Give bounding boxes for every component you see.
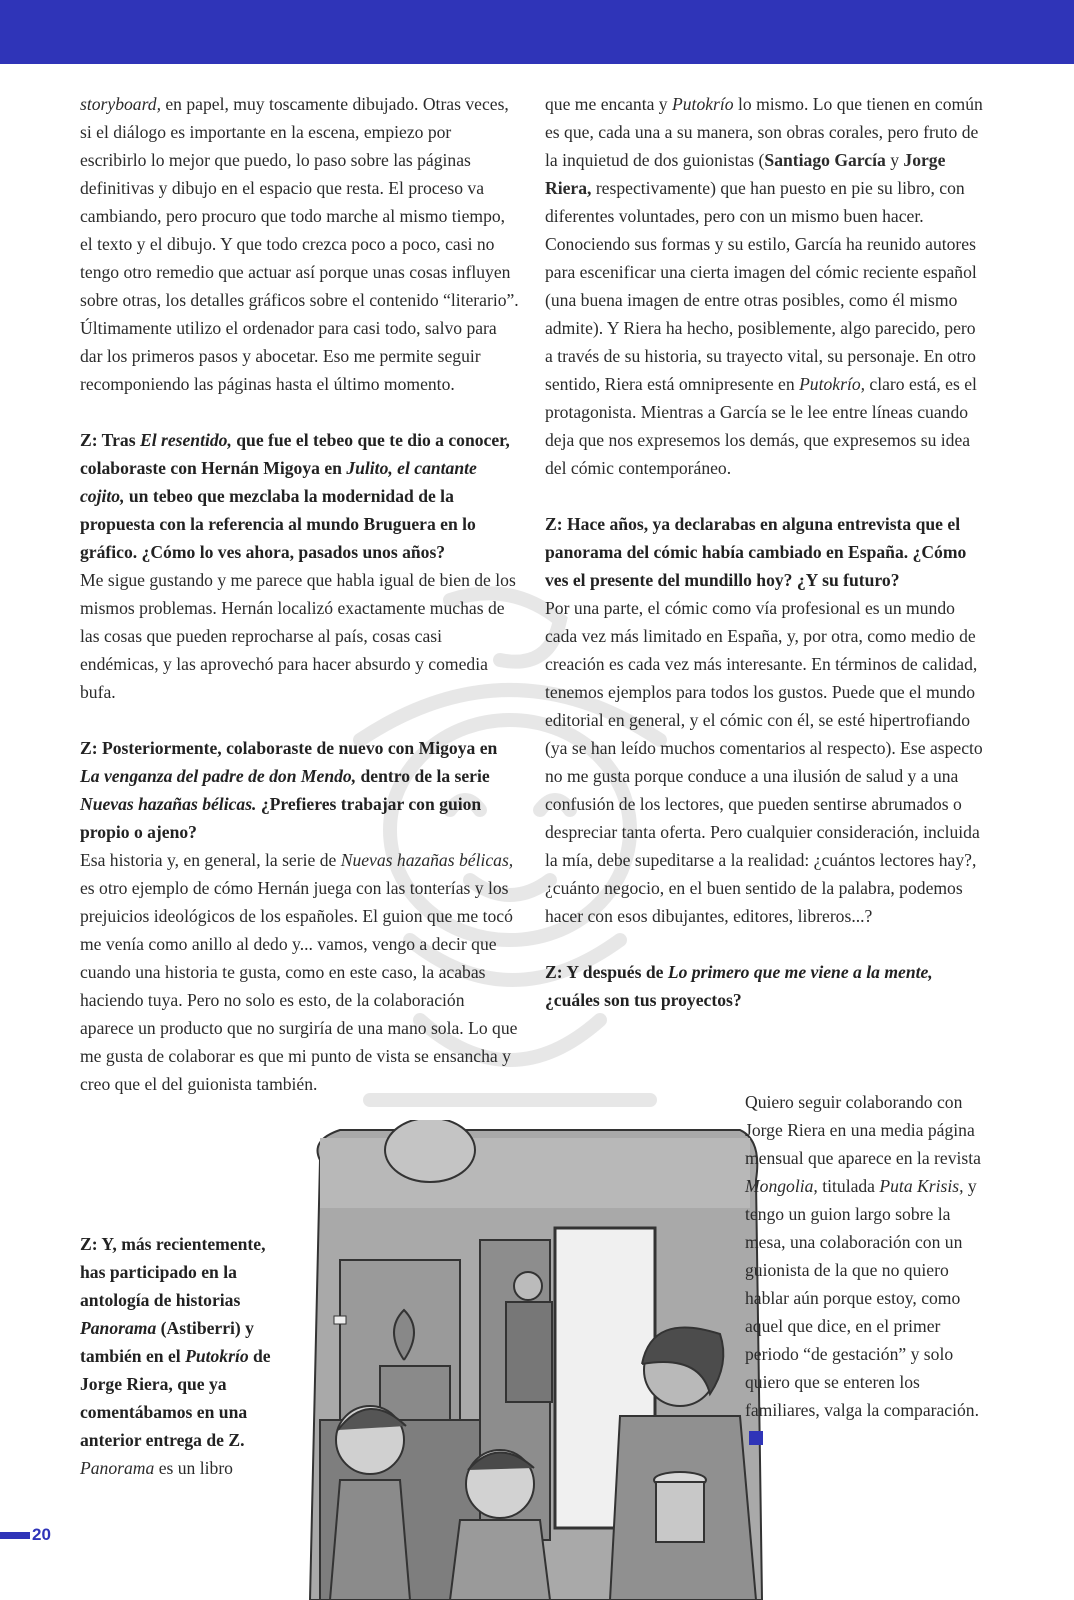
- text-run: un tebeo que mezclaba la modernidad de la propuesta con la referencia al mundo Bruguera en lo gráfico. ¿Cómo lo ves ahora, pasados unos años?: [80, 486, 476, 562]
- right-paragraph-1: [545, 90, 983, 482]
- page-number-bar: [0, 1532, 30, 1539]
- text-run: Esa historia y, en general, la serie de: [80, 850, 341, 870]
- text-run: Z: Tras: [80, 430, 140, 450]
- text-run: Nuevas hazañas bélicas.: [80, 794, 257, 814]
- text-run: Lo primero que me viene a la mente,: [667, 962, 933, 982]
- text-run: ¿cuáles son tus proyectos?: [545, 990, 742, 1010]
- text-run: La venganza del padre de don Mendo,: [80, 766, 357, 786]
- right-column: [545, 90, 983, 1014]
- text-run: y: [885, 150, 904, 170]
- answer-5-text: [745, 1092, 981, 1420]
- text-run: titulada: [817, 1176, 880, 1196]
- end-of-article-square-icon: [749, 1431, 763, 1445]
- text-run: claro está, es el protagonista. Mientras a García se le lee entre líneas cuando deja que nos expresemos los demás, que expresemos su idea del cómic contemporáneo.: [545, 374, 977, 478]
- text-run: Z: Y, más recientemente, has participado en la antología de historias: [80, 1234, 266, 1310]
- text-run: ¿Prefieres trabajar con guion propio o ajeno?: [80, 794, 482, 842]
- page-number: [0, 1524, 51, 1546]
- text-run: Putokrío: [185, 1346, 249, 1366]
- illustration-wrap-space: [545, 1116, 745, 1496]
- text-run: El resentido,: [139, 430, 232, 450]
- text-run: Z: Posteriormente, colaboraste de nuevo con Migoya en: [80, 738, 498, 758]
- text-run: Julito, el cantante cojito,: [80, 458, 477, 506]
- text-run: Jorge Riera,: [545, 150, 946, 198]
- answer-1: [80, 566, 520, 706]
- left-column: [80, 90, 520, 1098]
- text-run: Quiero seguir colaborando con Jorge Riera en una media página mensual que aparece en la revista: [745, 1092, 981, 1168]
- text-run: Me sigue gustando y me parece que habla igual de bien de los mismos problemas. Hernán localizó exactamente muchas de las cosas que pueden reprocharse al país, cosas casi endémicas, y las aprovechó para hacer absurdo y comedia bufa.: [80, 570, 516, 702]
- text-run: respectivamente) que han puesto en pie su libro, con diferentes voluntades, pero con un mismo buen hacer. Conociendo sus formas y su estilo, García ha reunido autores para escenificar una cierta imagen del cómic reciente español (una buena imagen de entre otras posibles, como él mismo admite). Y Riera ha hecho, posiblemente, algo parecido, pero a través de su historia, su trayecto vital, su personaje. En otro sentido, Riera está omnipresente en: [545, 178, 977, 394]
- answer-4: [545, 594, 983, 930]
- text-run: Z: Y después de: [545, 962, 668, 982]
- text-run: que me encanta y: [545, 94, 673, 114]
- text-run: storyboard,: [80, 94, 161, 114]
- question-2: [80, 734, 520, 846]
- right-column-lower: [545, 1088, 985, 1496]
- text-run: Z: Hace años, ya declarabas en alguna entrevista que el panorama del cómic había cambiado en España. ¿Cómo ves el presente del mundillo hoy? ¿Y su futuro?: [545, 514, 967, 590]
- left-column-lower: [80, 1230, 290, 1482]
- text-run: es un libro: [154, 1458, 233, 1478]
- text-run: en papel, muy toscamente dibujado. Otras veces, si el diálogo es importante en la escena, empiezo por escribirlo lo mejor que puedo, lo paso sobre las páginas definitivas y dibujo en el espacio que resta. El proceso va cambiando, pero procuro que todo marche al mismo tiempo, el texto y el dibujo. Y que todo crezca poco a poco, casi no tengo otro remedio que actuar así porque unas cosas influyen sobre otras, los detalles gráficos sobre el contenido “literario”. Últimamente utilizo el ordenador para casi todo, salvo para dar los primeros pasos y abocetar. Eso me permite seguir recomponiendo las páginas hasta el último momento.: [80, 94, 519, 394]
- text-run: Por una parte, el cómic como vía profesional es un mundo cada vez más limitado en España, y, por otra, como medio de creación es cada vez más interesante. En términos de calidad, tenemos ejemplos para todos los gustos. Puede que el mundo editorial en general, y el cómic con él, se esté hipertrofiando (ya se han leído muchos comentarios al respecto). Ese aspecto no me gusta porque conduce a una ilusión de salud y a una confusión de los lectores, que pueden sentirse abrumados o despreciar tanta oferta. Pero cualquier consideración, incluida la mía, debe supeditarse a la realidad: ¿cuántos lectores hay?, ¿cuánto negocio, en el buen sentido de la palabra, podemos hacer con esos dibujantes, editores, libreros...?: [545, 598, 983, 926]
- page-number-text: 20: [32, 1525, 51, 1544]
- text-run: Putokrío,: [799, 374, 866, 394]
- text-run: Santiago García: [764, 150, 886, 170]
- text-run: de Jorge Riera, que ya comentábamos en una anterior entrega de Z.: [80, 1346, 271, 1450]
- text-run: Panorama: [80, 1318, 157, 1338]
- text-run: Puta Krisis,: [879, 1176, 964, 1196]
- text-run: y tengo un guion largo sobre la mesa, una colaboración con un guionista de la que no quiero hablar aún porque estoy, como aquel que dice, en el primer periodo “de gestación” y solo quiero que se enteren los familiares, valga la comparación.: [745, 1176, 979, 1420]
- answer-2: [80, 846, 520, 1098]
- answer-3: [80, 1454, 290, 1482]
- text-run: es otro ejemplo de cómo Hernán juega con las tonterías y los prejuicios ideológicos de los españoles. El guion que me tocó me venía como anillo al dedo y... vamos, vengo a decir que cuando una historia te gusta, como en este caso, la acabas haciendo tuya. Pero no solo es esto, de la colaboración aparece un producto que no surgiría de una mano sola. Lo que me gusta de colaborar es que mi punto de vista se ensancha y creo que el del guionista también.: [80, 878, 518, 1094]
- header-bar: [0, 0, 1074, 64]
- text-run: Putokrío: [672, 94, 734, 114]
- question-1: [80, 426, 520, 566]
- text-run: Mongolia,: [745, 1176, 818, 1196]
- text-run: Nuevas hazañas bélicas,: [340, 850, 514, 870]
- text-run: dentro de la serie: [356, 766, 490, 786]
- question-4: [545, 510, 983, 594]
- question-5: [545, 958, 983, 1014]
- text-run: lo mismo. Lo que tienen en común es que, cada una a su manera, son obras corales, pero fruto de la inquietud de dos guionistas (: [545, 94, 983, 170]
- text-run: Panorama: [80, 1458, 155, 1478]
- text-run: que fue el tebeo que te dio a conocer, colaboraste con Hernán Migoya en: [80, 430, 510, 478]
- text-run: (Astiberri) y también en el: [80, 1318, 254, 1366]
- question-3: [80, 1230, 290, 1454]
- left-paragraph-1: [80, 90, 520, 398]
